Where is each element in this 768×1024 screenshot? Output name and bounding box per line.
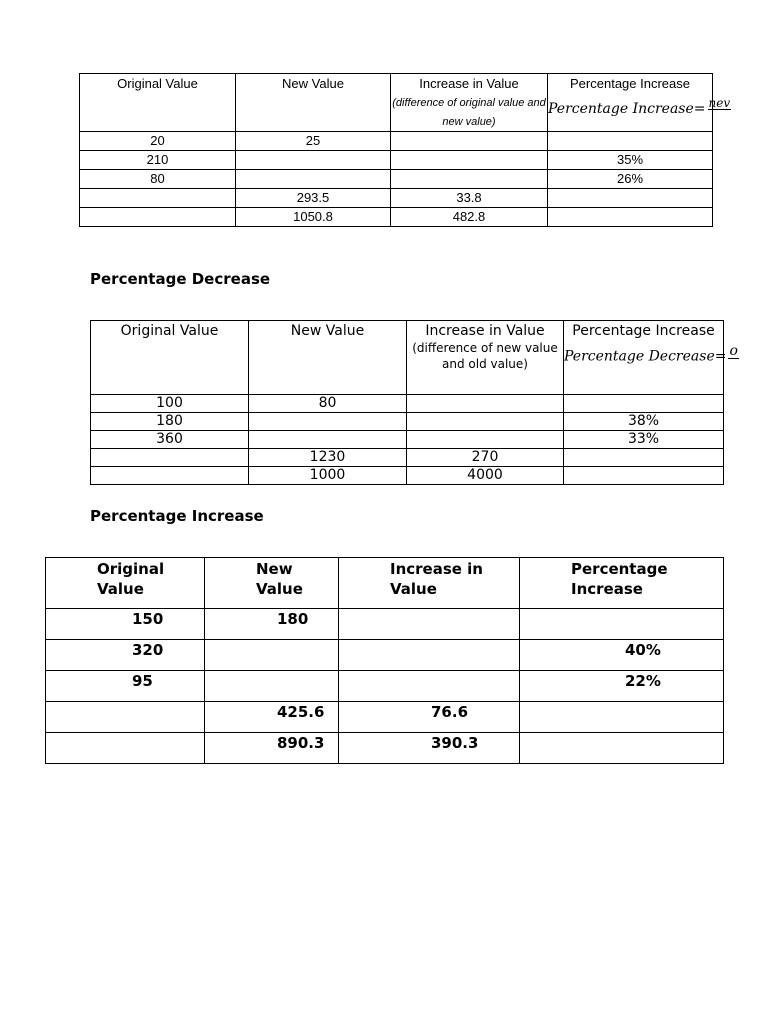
header-original-value: Original Value xyxy=(80,74,236,132)
table-row xyxy=(46,733,724,764)
table-row xyxy=(91,467,724,485)
cell-original-value: 100 xyxy=(91,395,249,413)
table-row xyxy=(91,395,724,413)
table-row xyxy=(80,189,713,208)
cell-new-value: 425.6 xyxy=(205,702,339,733)
cell-original-value: 210 xyxy=(80,151,236,170)
table-body xyxy=(91,395,724,485)
header-new-value: New Value xyxy=(249,321,407,395)
cell-new-value: 25 xyxy=(236,132,391,151)
percentage-increase-table-2 xyxy=(45,557,724,764)
header-increase-label: Increase in Value xyxy=(419,76,519,91)
formula-denominator xyxy=(708,110,732,120)
table-row xyxy=(91,449,724,467)
cell-original-value xyxy=(80,189,236,208)
percentage-formula: Percentage Decrease= o xyxy=(564,344,739,369)
cell-increase-in-value xyxy=(407,431,564,449)
cell-percentage xyxy=(548,189,713,208)
table-row xyxy=(46,702,724,733)
table-row xyxy=(91,431,724,449)
cell-original-value: 150 xyxy=(46,609,205,640)
cell-original-value xyxy=(91,449,249,467)
cell-original-value xyxy=(46,702,205,733)
cell-percentage: 33% xyxy=(564,431,724,449)
header-increase-label: Increase in Value xyxy=(390,560,483,598)
table-row xyxy=(46,640,724,671)
header-percent-label: Percentage Increase xyxy=(571,560,668,598)
cell-original-value xyxy=(80,208,236,227)
cell-increase-in-value xyxy=(339,671,520,702)
cell-original-value xyxy=(91,467,249,485)
table-row xyxy=(91,413,724,431)
table-header-row xyxy=(80,74,713,132)
cell-percentage xyxy=(520,609,724,640)
cell-increase-in-value xyxy=(391,170,548,189)
formula-fraction xyxy=(728,344,738,369)
table-row xyxy=(80,132,713,151)
formula-lhs: Percentage Increase xyxy=(548,100,694,117)
table-row xyxy=(46,609,724,640)
cell-increase-in-value: 4000 xyxy=(407,467,564,485)
table-row xyxy=(80,170,713,189)
cell-original-value xyxy=(46,733,205,764)
cell-original-value: 360 xyxy=(91,431,249,449)
header-new-value xyxy=(205,558,339,609)
cell-new-value: 890.3 xyxy=(205,733,339,764)
cell-increase-in-value xyxy=(391,151,548,170)
cell-percentage xyxy=(520,702,724,733)
cell-new-value xyxy=(236,170,391,189)
cell-increase-in-value xyxy=(339,609,520,640)
cell-new-value xyxy=(249,431,407,449)
cell-original-value: 80 xyxy=(80,170,236,189)
cell-percentage xyxy=(564,395,724,413)
heading-percentage-increase: Percentage Increase xyxy=(90,507,264,525)
table-row xyxy=(80,208,713,227)
cell-increase-in-value xyxy=(407,395,564,413)
cell-original-value: 180 xyxy=(91,413,249,431)
cell-increase-in-value xyxy=(339,640,520,671)
cell-new-value xyxy=(205,640,339,671)
table-body xyxy=(80,132,713,227)
cell-new-value xyxy=(205,671,339,702)
cell-new-value: 180 xyxy=(205,609,339,640)
header-percentage-increase xyxy=(564,321,738,395)
header-new-label: New Value xyxy=(256,560,303,598)
header-percentage-increase xyxy=(548,74,731,132)
header-increase-note: (difference of original value and new value) xyxy=(392,97,546,128)
cell-percentage: 35% xyxy=(548,151,713,170)
cell-original-value: 95 xyxy=(46,671,205,702)
table-row xyxy=(80,151,713,170)
cell-new-value: 293.5 xyxy=(236,189,391,208)
cell-percentage: 38% xyxy=(564,413,724,431)
cell-percentage xyxy=(548,208,713,227)
cell-increase-in-value xyxy=(391,132,548,151)
header-new-value: New Value xyxy=(236,74,391,132)
cell-increase-in-value: 76.6 xyxy=(339,702,520,733)
cell-new-value: 1230 xyxy=(249,449,407,467)
cell-new-value: 80 xyxy=(249,395,407,413)
header-percent-label: Percentage Increase xyxy=(570,76,690,91)
cell-increase-in-value: 390.3 xyxy=(339,733,520,764)
cell-new-value: 1050.8 xyxy=(236,208,391,227)
percentage-decrease-table xyxy=(90,320,738,485)
cell-percentage xyxy=(520,733,724,764)
formula-fraction xyxy=(708,97,732,120)
cell-new-value xyxy=(236,151,391,170)
header-increase-in-value xyxy=(339,558,520,609)
formula-denominator xyxy=(728,359,738,369)
cell-original-value: 20 xyxy=(80,132,236,151)
header-original-label: Original Value xyxy=(97,560,165,598)
header-increase-in-value xyxy=(407,321,564,395)
table-header-row xyxy=(46,558,724,609)
cell-increase-in-value: 482.8 xyxy=(391,208,548,227)
header-original-value xyxy=(46,558,205,609)
cell-new-value: 1000 xyxy=(249,467,407,485)
cell-increase-in-value: 270 xyxy=(407,449,564,467)
cell-percentage xyxy=(548,132,713,151)
table-row xyxy=(46,671,724,702)
formula-numerator: nev xyxy=(708,96,731,110)
header-original-value: Original Value xyxy=(91,321,249,395)
cell-increase-in-value xyxy=(407,413,564,431)
cell-increase-in-value: 33.8 xyxy=(391,189,548,208)
header-percentage-increase xyxy=(520,558,724,609)
table-header-row xyxy=(91,321,724,395)
percentage-increase-table-1 xyxy=(79,73,731,227)
cell-percentage: 26% xyxy=(548,170,713,189)
percentage-formula: Percentage Increase= nev xyxy=(548,101,731,117)
formula-numerator: o xyxy=(729,343,738,359)
header-increase-label: Increase in Value xyxy=(425,323,545,339)
cell-percentage xyxy=(564,467,724,485)
cell-percentage xyxy=(564,449,724,467)
formula-lhs: Percentage Decrease xyxy=(564,348,715,365)
cell-percentage: 22% xyxy=(520,671,724,702)
cell-original-value: 320 xyxy=(46,640,205,671)
header-increase-note: (difference of new value and old value) xyxy=(412,341,558,371)
cell-new-value xyxy=(249,413,407,431)
header-increase-in-value xyxy=(391,74,548,132)
header-percent-label: Percentage Increase xyxy=(572,323,715,339)
cell-percentage: 40% xyxy=(520,640,724,671)
heading-percentage-decrease: Percentage Decrease xyxy=(90,270,271,288)
table-body xyxy=(46,609,724,764)
